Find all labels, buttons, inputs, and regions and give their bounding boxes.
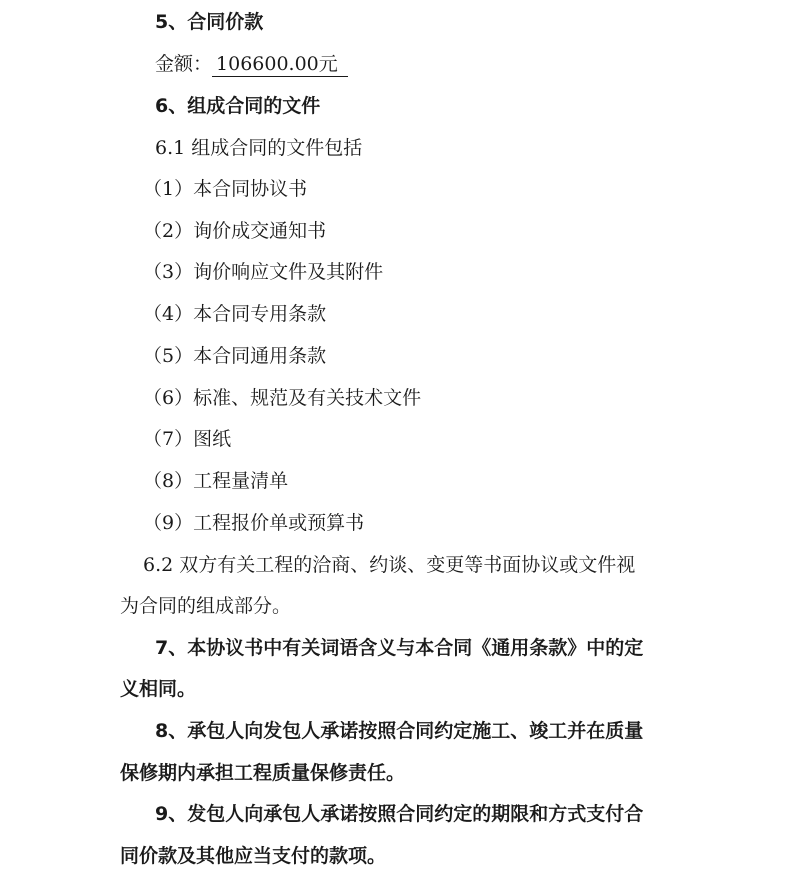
section-5-heading: 5、合同价款 (155, 11, 264, 33)
list-item: （8）工程量清单 (143, 470, 289, 492)
list-item: （6）标准、规范及有关技术文件 (143, 387, 422, 409)
list-item: （7）图纸 (143, 428, 232, 450)
contract-amount (155, 52, 348, 76)
section-7-line-1: 7、本协议书中有关词语含义与本合同《通用条款》中的定 (155, 637, 644, 659)
section-9-line-1: 9、发包人向承包人承诺按照合同约定的期限和方式支付合 (155, 803, 644, 825)
list-item: （1）本合同协议书 (143, 178, 308, 200)
section-6-1: 6.1 组成合同的文件包括 (155, 137, 363, 159)
section-6-2-line-1: 6.2 双方有关工程的洽商、约谈、变更等书面协议或文件视 (143, 554, 636, 576)
list-item: （5）本合同通用条款 (143, 345, 327, 367)
section-6-2-line-2: 为合同的组成部分。 (120, 595, 292, 617)
section-9-line-2: 同价款及其他应当支付的款项。 (120, 845, 387, 867)
section-7-line-2: 义相同。 (120, 678, 197, 700)
list-item: （4）本合同专用条款 (143, 303, 327, 325)
section-6-heading: 6、组成合同的文件 (155, 95, 321, 117)
section-8-line-2: 保修期内承担工程质量保修责任。 (120, 762, 406, 784)
amount-label: 金额： (155, 53, 213, 75)
list-item: （3）询价响应文件及其附件 (143, 261, 384, 283)
list-item: （2）询价成交通知书 (143, 220, 327, 242)
section-8-line-1: 8、承包人向发包人承诺按照合同约定施工、竣工并在质量 (155, 720, 644, 742)
amount-value: 106600.00元 (212, 53, 348, 77)
list-item: （9）工程报价单或预算书 (143, 512, 365, 534)
